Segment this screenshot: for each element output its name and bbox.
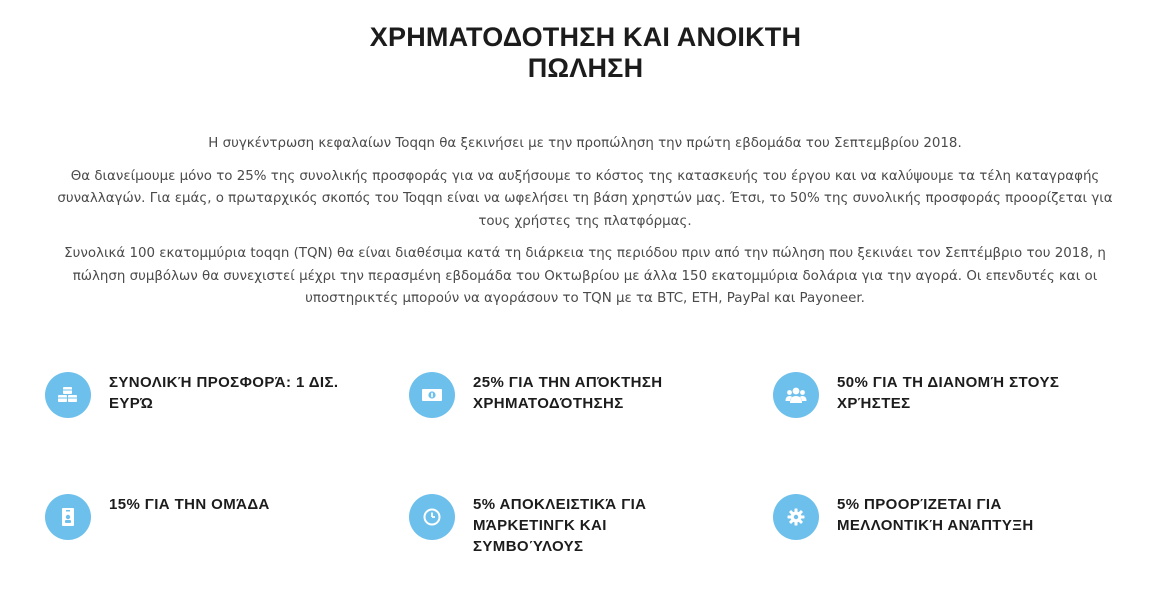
intro-paragraph-3: Συνολικά 100 εκατομμύρια toqqn (TQN) θα είναι διαθέσιμα κατά τη διάρκεια της περιόδου πριν από την πώληση που ξεκινάει τον Σεπτέμβριο του 2018, η πώληση συμβόλων θα συνεχιστεί μέχρι την περασμένη εβδομάδα του Οκτωβρίου με άλλα 150 εκατομμύρια δολάρια για την αγορά. Οι επενδυτές και οι υποστηρικτές μπορούν να αγοράσουν το TQN με τα BTC, ETH, PayPal και Payoneer. [64, 246, 1106, 306]
clock-icon [409, 494, 455, 540]
id-badge-icon [45, 494, 91, 540]
feature-label: 5% ΠΡΟΟΡΊΖΕΤΑΙ ΓΙΑ ΜΕΛΛΟΝΤΙΚΉ ΑΝΆΠΤΥΞΗ [837, 496, 1034, 534]
page-title-line-2: ΠΩΛΗΣΗ [527, 53, 644, 83]
feature-funding [409, 372, 699, 462]
cubes-icon [45, 372, 91, 418]
feature-label: 15% ΓΙΑ ΤΗΝ ΟΜΆΔΑ [109, 496, 270, 513]
users-icon [773, 372, 819, 418]
gear-icon [773, 494, 819, 540]
page-title-line-1: ΧΡΗΜΑΤΟΔΟΤΗΣΗ ΚΑΙ ΑΝΟΙΚΤΗ [369, 22, 802, 52]
feature-users [773, 372, 1063, 462]
feature-label: 5% ΑΠΟΚΛΕΙΣΤΙΚΆ ΓΙΑ ΜΆΡΚΕΤΙΝΓΚ ΚΑΙ ΣΥΜΒΟΎΛΟΥΣ [473, 496, 647, 555]
intro-text [40, 133, 1130, 321]
money-bill-icon [409, 372, 455, 418]
page-title [0, 22, 1171, 84]
feature-team [45, 494, 335, 584]
feature-label: ΣΥΝΟΛΙΚΉ ΠΡΟΣΦΟΡΆ: 1 ΔΙΣ. ΕΥΡΏ [109, 374, 339, 412]
intro-paragraph-2: Θα διανείμουμε μόνο το 25% της συνολικής προσφοράς για να αυξήσουμε το κόστος της κατασκευής του έργου και να καλύψουμε τα τέλη καταγραφής συναλλαγών. Για εμάς, ο πρωταρχικός σκοπός του Toqqn είναι να ωφελήσει τη βάση χρηστών μας. Έτσι, το 50% της συνολικής προσφοράς προορίζεται για τους χρήστες της πλατφόρμας. [57, 168, 1113, 229]
feature-label: 50% ΓΙΑ ΤΗ ΔΙΑΝΟΜΉ ΣΤΟΥΣ ΧΡΉΣΤΕΣ [837, 374, 1060, 412]
feature-development [773, 494, 1063, 584]
feature-total-supply [45, 372, 339, 462]
feature-marketing [409, 494, 699, 584]
intro-paragraph-1: Η συγκέντρωση κεφαλαίων Toqqn θα ξεκινήσει με την προπώληση την πρώτη εβδομάδα του Σεπτεμβρίου 2018. [208, 136, 962, 151]
feature-label: 25% ΓΙΑ ΤΗΝ ΑΠΌΚΤΗΣΗ ΧΡΗΜΑΤΟΔΌΤΗΣΗΣ [473, 374, 663, 412]
